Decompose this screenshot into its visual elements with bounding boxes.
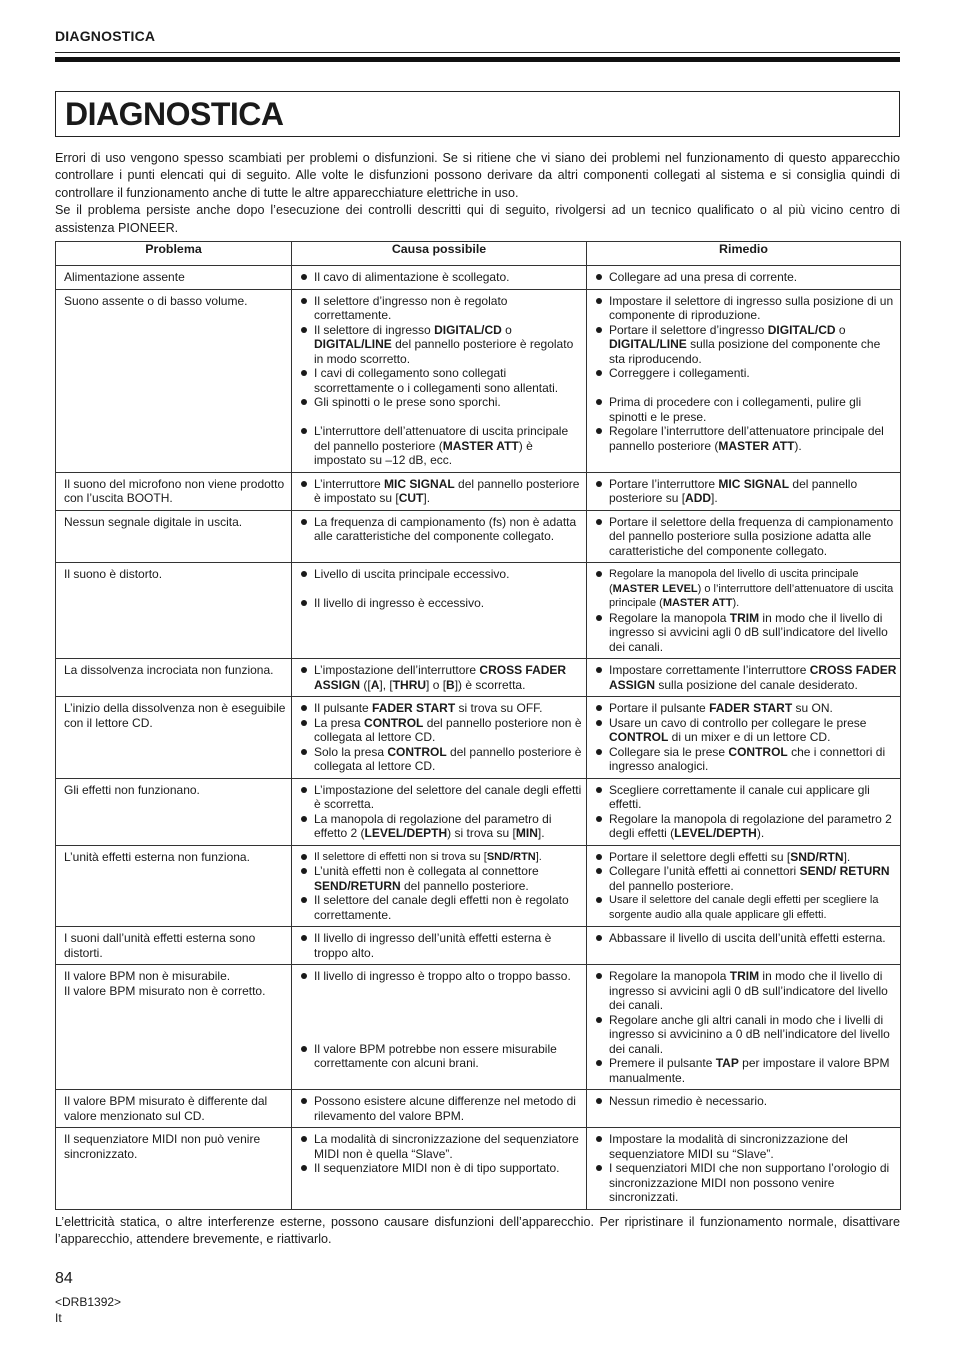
remedy-item: Impostare la modalità di sincronizzazione del sequenziatore MIDI su “Slave”. <box>595 1132 897 1161</box>
cause-item: Il livello di ingresso è troppo alto o troppo basso. <box>300 969 583 984</box>
problem-cell: Nessun segnale digitale in uscita. <box>56 510 292 563</box>
problem-cell: Il suono del microfono non viene prodotto con l’uscita BOOTH. <box>56 472 292 510</box>
remedy-list <box>595 515 897 559</box>
cause-cell <box>292 1090 587 1128</box>
table-row <box>56 563 901 659</box>
cause-cell <box>292 965 587 1090</box>
remedy-item: Regolare la manopola del livello di uscita principale (MASTER LEVEL) o l’interruttore dell’attenuatore di uscita principale (MASTER ATT). <box>595 567 897 611</box>
page-number: 84 <box>55 1270 73 1287</box>
cause-list <box>300 477 583 506</box>
table-row <box>56 965 901 1090</box>
remedy-item: Regolare l’interruttore dell’attenuatore principale del pannello posteriore (MASTER ATT). <box>595 424 897 453</box>
doc-code-block <box>55 1294 121 1326</box>
remedy-cell <box>587 778 901 845</box>
remedy-list <box>595 477 897 506</box>
table-row <box>56 510 901 563</box>
table-row <box>56 697 901 779</box>
cause-list <box>300 294 583 468</box>
cause-cell <box>292 845 587 927</box>
table-header-row <box>56 242 901 266</box>
remedy-cell <box>587 927 901 965</box>
problem-cell: L’unità effetti esterna non funziona. <box>56 845 292 927</box>
remedy-item: Nessun rimedio è necessario. <box>595 1094 897 1109</box>
table-body <box>56 266 901 1210</box>
problem-cell: Alimentazione assente <box>56 266 292 290</box>
table-row <box>56 472 901 510</box>
remedy-list <box>595 931 897 946</box>
cause-cell <box>292 563 587 659</box>
remedy-cell <box>587 965 901 1090</box>
remedy-item: Portare il selettore degli effetti su [SND/RTN]. <box>595 850 897 865</box>
remedy-item: Impostare correttamente l’interruttore CROSS FADER ASSIGN sulla posizione del canale desiderato. <box>595 663 897 692</box>
remedy-item: Collegare sia le prese CONTROL che i connettori di ingresso analogici. <box>595 745 897 774</box>
remedy-item: Portare il selettore della frequenza di campionamento del pannello posteriore sulla posizione adatta alle caratteristiche del componente collegato. <box>595 515 897 559</box>
remedy-item: Correggere i collegamenti. <box>595 366 897 381</box>
table-row <box>56 927 901 965</box>
intro-paragraph-2: Se il problema persiste anche dopo l’esecuzione dei controlli descritti qui di seguito, rivolgersi ad un tecnico qualificato o al più vicino centro di assistenza PIONEER. <box>55 203 900 235</box>
cause-item: La manopola di regolazione del parametro di effetto 2 (LEVEL/DEPTH) si trova su [MIN]. <box>300 812 583 841</box>
remedy-item: Regolare la manopola TRIM in modo che il livello di ingresso si avvicini agli 0 dB sull’indicatore del livello dei canali. <box>595 969 897 1013</box>
problem-cell: Il suono è distorto. <box>56 563 292 659</box>
problem-cell: Il sequenziatore MIDI non può venire sincronizzato. <box>56 1128 292 1210</box>
remedy-item: I sequenziatori MIDI che non supportano l’orologio di sincronizzazione MIDI non possono venire sincronizzati. <box>595 1161 897 1205</box>
remedy-item: Usare il selettore del canale degli effetti per scegliere la sorgente audio alla quale applicare gli effetti. <box>595 893 897 922</box>
cause-item: Il livello di ingresso è eccessivo. <box>300 596 583 611</box>
cause-item: L’interruttore dell’attenuatore di uscita principale del pannello posteriore (MASTER ATT) è impostato su –12 dB, ecc. <box>300 424 583 468</box>
table-row <box>56 289 901 472</box>
cause-list <box>300 783 583 841</box>
remedy-item: Premere il pulsante TAP per impostare il valore BPM manualmente. <box>595 1056 897 1085</box>
cause-list <box>300 931 583 960</box>
remedy-cell <box>587 659 901 697</box>
table-row <box>56 1090 901 1128</box>
remedy-item: Portare l’interruttore MIC SIGNAL del pannello posteriore su [ADD]. <box>595 477 897 506</box>
cause-item: Livello di uscita principale eccessivo. <box>300 567 583 582</box>
cause-cell <box>292 778 587 845</box>
problem-cell: Il valore BPM misurato è differente dal valore menzionato sul CD. <box>56 1090 292 1128</box>
remedy-cell <box>587 266 901 290</box>
cause-cell <box>292 697 587 779</box>
cause-item: Il pulsante FADER START si trova su OFF. <box>300 701 583 716</box>
cause-item: L’interruttore MIC SIGNAL del pannello posteriore è impostato su [CUT]. <box>300 477 583 506</box>
remedy-list <box>595 270 897 285</box>
column-header-remedy: Rimedio <box>587 242 901 266</box>
cause-item: Il cavo di alimentazione è scollegato. <box>300 270 583 285</box>
cause-item: Il selettore di effetti non si trova su [SND/RTN]. <box>300 850 583 865</box>
column-header-cause: Causa possibile <box>292 242 587 266</box>
cause-item: Solo la presa CONTROL del pannello posteriore è collegata al lettore CD. <box>300 745 583 774</box>
cause-cell <box>292 289 587 472</box>
header-rule-thick <box>55 57 900 62</box>
cause-item: La presa CONTROL del pannello posteriore non è collegata al lettore CD. <box>300 716 583 745</box>
cause-cell <box>292 472 587 510</box>
remedy-list <box>595 663 897 692</box>
remedy-item: Portare il pulsante FADER START su ON. <box>595 701 897 716</box>
problem-cell: Il valore BPM non è misurabile. Il valore BPM misurato non è corretto. <box>56 965 292 1090</box>
cause-item: Il selettore d’ingresso non è regolato correttamente. <box>300 294 583 323</box>
problem-cell: La dissolvenza incrociata non funziona. <box>56 659 292 697</box>
cause-item: Possono esistere alcune differenze nel metodo di rilevamento del valore BPM. <box>300 1094 583 1123</box>
remedy-cell <box>587 845 901 927</box>
cause-item: La modalità di sincronizzazione del sequenziatore MIDI non è quella “Slave”. <box>300 1132 583 1161</box>
remedy-item: Abbassare il livello di uscita dell’unità effetti esterna. <box>595 931 897 946</box>
remedy-list <box>595 1094 897 1109</box>
cause-list <box>300 663 583 692</box>
cause-cell <box>292 659 587 697</box>
remedy-list <box>595 850 897 923</box>
remedy-item: Portare il selettore d’ingresso DIGITAL/CD o DIGITAL/LINE sulla posizione del componente che sta riproducendo. <box>595 323 897 367</box>
table-row <box>56 1128 901 1210</box>
cause-cell <box>292 927 587 965</box>
remedy-cell <box>587 289 901 472</box>
remedy-list <box>595 969 897 1085</box>
remedy-list <box>595 567 897 654</box>
remedy-list <box>595 1132 897 1205</box>
cause-item: La frequenza di campionamento (fs) non è adatta alle caratteristiche del componente collegato. <box>300 515 583 544</box>
remedy-list <box>595 783 897 841</box>
table-row <box>56 659 901 697</box>
remedy-list <box>595 701 897 774</box>
problem-cell: L’inizio della dissolvenza non è eseguibile con il lettore CD. <box>56 697 292 779</box>
cause-item: L’impostazione del selettore del canale degli effetti è scorretta. <box>300 783 583 812</box>
remedy-cell <box>587 472 901 510</box>
cause-item: Il sequenziatore MIDI non è di tipo supportato. <box>300 1161 583 1176</box>
remedy-item: Prima di procedere con i collegamenti, pulire gli spinotti e le prese. <box>595 395 897 424</box>
troubleshooting-table <box>55 241 901 1210</box>
doc-code: <DRB1392> <box>55 1295 122 1309</box>
remedy-cell <box>587 1090 901 1128</box>
cause-list <box>300 1132 583 1176</box>
remedy-item: Scegliere correttamente il canale cui applicare gli effetti. <box>595 783 897 812</box>
remedy-cell <box>587 563 901 659</box>
cause-item: I cavi di collegamento sono collegati scorrettamente o i collegamenti sono allentati. <box>300 366 583 395</box>
remedy-cell <box>587 697 901 779</box>
cause-item: Il selettore del canale degli effetti non è regolato correttamente. <box>300 893 583 922</box>
intro-paragraph-1: Errori di uso vengono spesso scambiati per problemi o disfunzioni. Se si ritiene che vi siano dei problemi nel funzionamento di questo apparecchio controllare i punti elencati qui di seguito. Alle volte le disfunzioni possono derivare da altri componenti collegati al sistema e si consiglia quindi di controllare il funzionamento anche di tutte le altre apparecchiature elettriche in uso. <box>55 151 900 200</box>
language-code: It <box>55 1311 62 1325</box>
cause-list <box>300 850 583 923</box>
table-row <box>56 845 901 927</box>
problem-cell: I suoni dall’unità effetti esterna sono distorti. <box>56 927 292 965</box>
cause-cell <box>292 1128 587 1210</box>
problem-cell: Suono assente o di basso volume. <box>56 289 292 472</box>
remedy-cell <box>587 1128 901 1210</box>
header-rule-thin <box>55 52 900 53</box>
remedy-item: Regolare anche gli altri canali in modo che i livelli di ingresso si avvicinino a 0 dB nell’indicatore del livello dei canali. <box>595 1013 897 1057</box>
table-row <box>56 778 901 845</box>
remedy-item: Regolare la manopola di regolazione del parametro 2 degli effetti (LEVEL/DEPTH). <box>595 812 897 841</box>
cause-cell <box>292 266 587 290</box>
cause-list <box>300 701 583 774</box>
cause-list <box>300 270 583 285</box>
problem-cell: Gli effetti non funzionano. <box>56 778 292 845</box>
cause-list <box>300 567 583 611</box>
table-row <box>56 266 901 290</box>
cause-cell <box>292 510 587 563</box>
cause-item: Il selettore di ingresso DIGITAL/CD o DIGITAL/LINE del pannello posteriore è regolato in modo scorretto. <box>300 323 583 367</box>
cause-item: Il valore BPM potrebbe non essere misurabile correttamente con alcuni brani. <box>300 1042 583 1071</box>
title-box <box>55 91 900 137</box>
cause-list <box>300 515 583 544</box>
column-header-problem: Problema <box>56 242 292 266</box>
remedy-item: Regolare la manopola TRIM in modo che il livello di ingresso si avvicini agli 0 dB sull’indicatore del livello dei canali. <box>595 611 897 655</box>
remedy-item: Impostare il selettore di ingresso sulla posizione di un componente di riproduzione. <box>595 294 897 323</box>
cause-list <box>300 1094 583 1123</box>
page-title: DIAGNOSTICA <box>65 96 284 132</box>
cause-item: Gli spinotti o le prese sono sporchi. <box>300 395 583 410</box>
cause-item: Il livello di ingresso dell’unità effetti esterna è troppo alto. <box>300 931 583 960</box>
remedy-list <box>595 294 897 454</box>
remedy-item: Collegare ad una presa di corrente. <box>595 270 897 285</box>
remedy-item: Usare un cavo di controllo per collegare le prese CONTROL di un mixer e di un lettore CD. <box>595 716 897 745</box>
intro-text <box>55 150 900 237</box>
remedy-cell <box>587 510 901 563</box>
cause-list <box>300 969 583 1071</box>
cause-item: L’unità effetti non è collegata al connettore SEND/RETURN del pannello posteriore. <box>300 864 583 893</box>
section-header: DIAGNOSTICA <box>55 28 156 44</box>
remedy-item: Collegare l’unità effetti ai connettori SEND/ RETURN del pannello posteriore. <box>595 864 897 893</box>
footer-note: L’elettricità statica, o altre interferenze esterne, possono causare disfunzioni dell’apparecchio. Per ripristinare il funzionamento normale, disattivare l’apparecchio, attendere brevemente, e riattivarlo. <box>55 1215 900 1247</box>
cause-item: L’impostazione dell’interruttore CROSS FADER ASSIGN ([A], [THRU] o [B]) è scorretta. <box>300 663 583 692</box>
